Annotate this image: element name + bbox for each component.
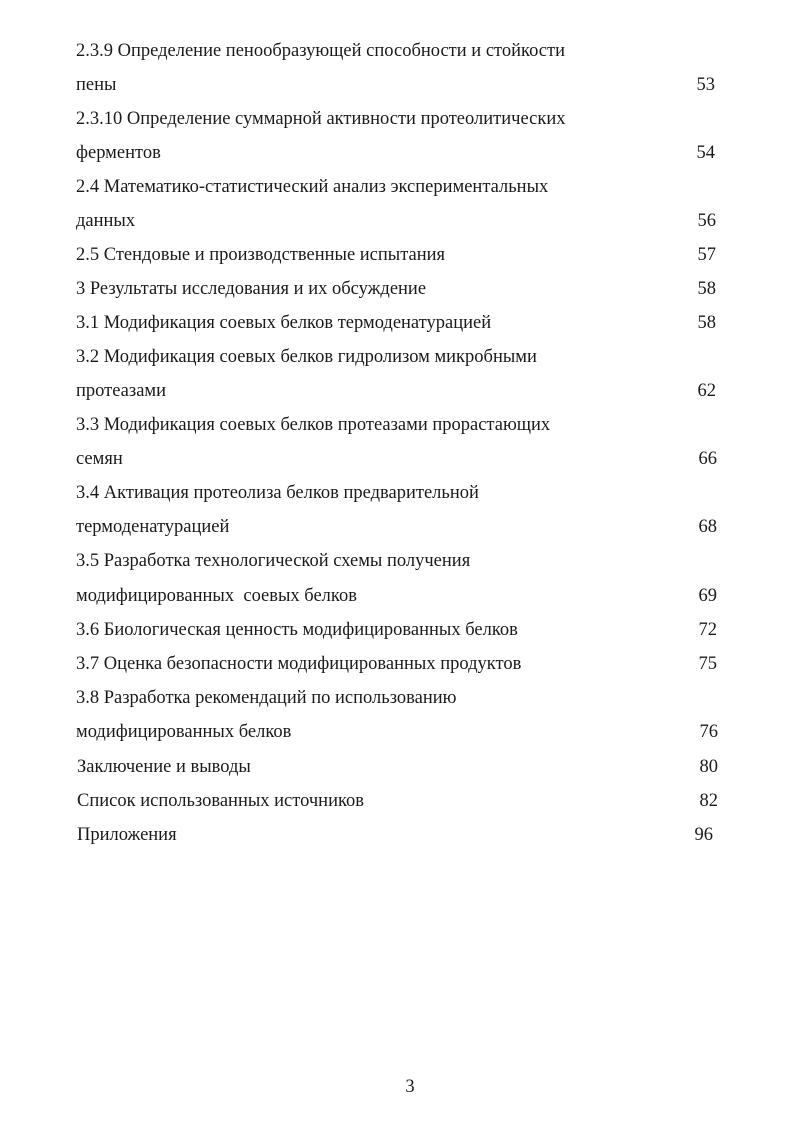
toc-entry-page: 54 — [696, 143, 715, 163]
toc-entry-page: 58 — [697, 313, 716, 333]
toc-entry-page: 57 — [697, 245, 716, 265]
toc-entry-page: 80 — [699, 757, 718, 777]
toc-entry-title-line: 3 Результаты исследования и их обсуждение — [76, 279, 427, 299]
toc-entry-title-line: 3.3 Модификация соевых белков протеазами прорастающих — [76, 415, 551, 435]
toc-entry-page: 58 — [697, 279, 716, 299]
toc-entry-page: 56 — [697, 211, 716, 231]
toc-entry-title-line: пены — [76, 75, 117, 95]
toc-entry-title-line: данных — [76, 211, 136, 231]
toc-entry-page: 75 — [698, 654, 717, 674]
toc-entry-title-line: 3.2 Модификация соевых белков гидролизом микробными — [76, 347, 537, 367]
toc-entry-title-line: 2.3.10 Определение суммарной активности протеолитических — [76, 109, 566, 129]
toc-entry-title-line: Приложения — [77, 825, 177, 845]
toc-entry-page: 96 — [694, 825, 713, 845]
toc-entry-page: 76 — [699, 722, 718, 742]
toc-entry-title-line: протеазами — [76, 381, 167, 401]
toc-entry-title-line: модифицированных белков — [76, 722, 292, 742]
toc-entry-title-line: 3.7 Оценка безопасности модифицированных продуктов — [76, 654, 522, 674]
toc-entry-page: 53 — [696, 75, 715, 95]
toc-entry-title-line: 3.5 Разработка технологической схемы получения — [76, 551, 471, 571]
toc-entry-page: 72 — [698, 620, 717, 640]
toc-entry-page: 68 — [698, 517, 717, 537]
toc-entry-title-line: 2.5 Стендовые и производственные испытания — [76, 245, 446, 265]
toc-entry-title-line: Заключение и выводы — [77, 757, 251, 777]
toc-entry-title-line: Список использованных источников — [77, 791, 365, 811]
toc-entry-page: 62 — [697, 381, 716, 401]
toc-entry-page: 69 — [698, 586, 717, 606]
toc-entry-title-line: семян — [76, 449, 123, 469]
toc-entry-page: 82 — [699, 791, 718, 811]
toc-entry-page: 66 — [698, 449, 717, 469]
toc-entry-title-line: ферментов — [76, 143, 161, 163]
toc-entry-title-line: 3.4 Активация протеолиза белков предварительной — [76, 483, 479, 503]
toc-entry-title-line: 3.8 Разработка рекомендаций по использованию — [76, 688, 457, 708]
toc-entry-title-line: 2.3.9 Определение пенообразующей способности и стойкости — [76, 41, 565, 61]
toc-entry-title-line: 2.4 Математико-статистический анализ экспериментальных — [76, 177, 549, 197]
toc-entry-title-line: термоденатурацией — [76, 517, 230, 537]
toc-entry-title-line: модифицированных соевых белков — [76, 586, 357, 606]
page-number: 3 — [405, 1077, 415, 1097]
toc-entry-title-line: 3.1 Модификация соевых белков термоденатурацией — [76, 313, 492, 333]
toc-entry-title-line: 3.6 Биологическая ценность модифицированных белков — [76, 620, 518, 640]
